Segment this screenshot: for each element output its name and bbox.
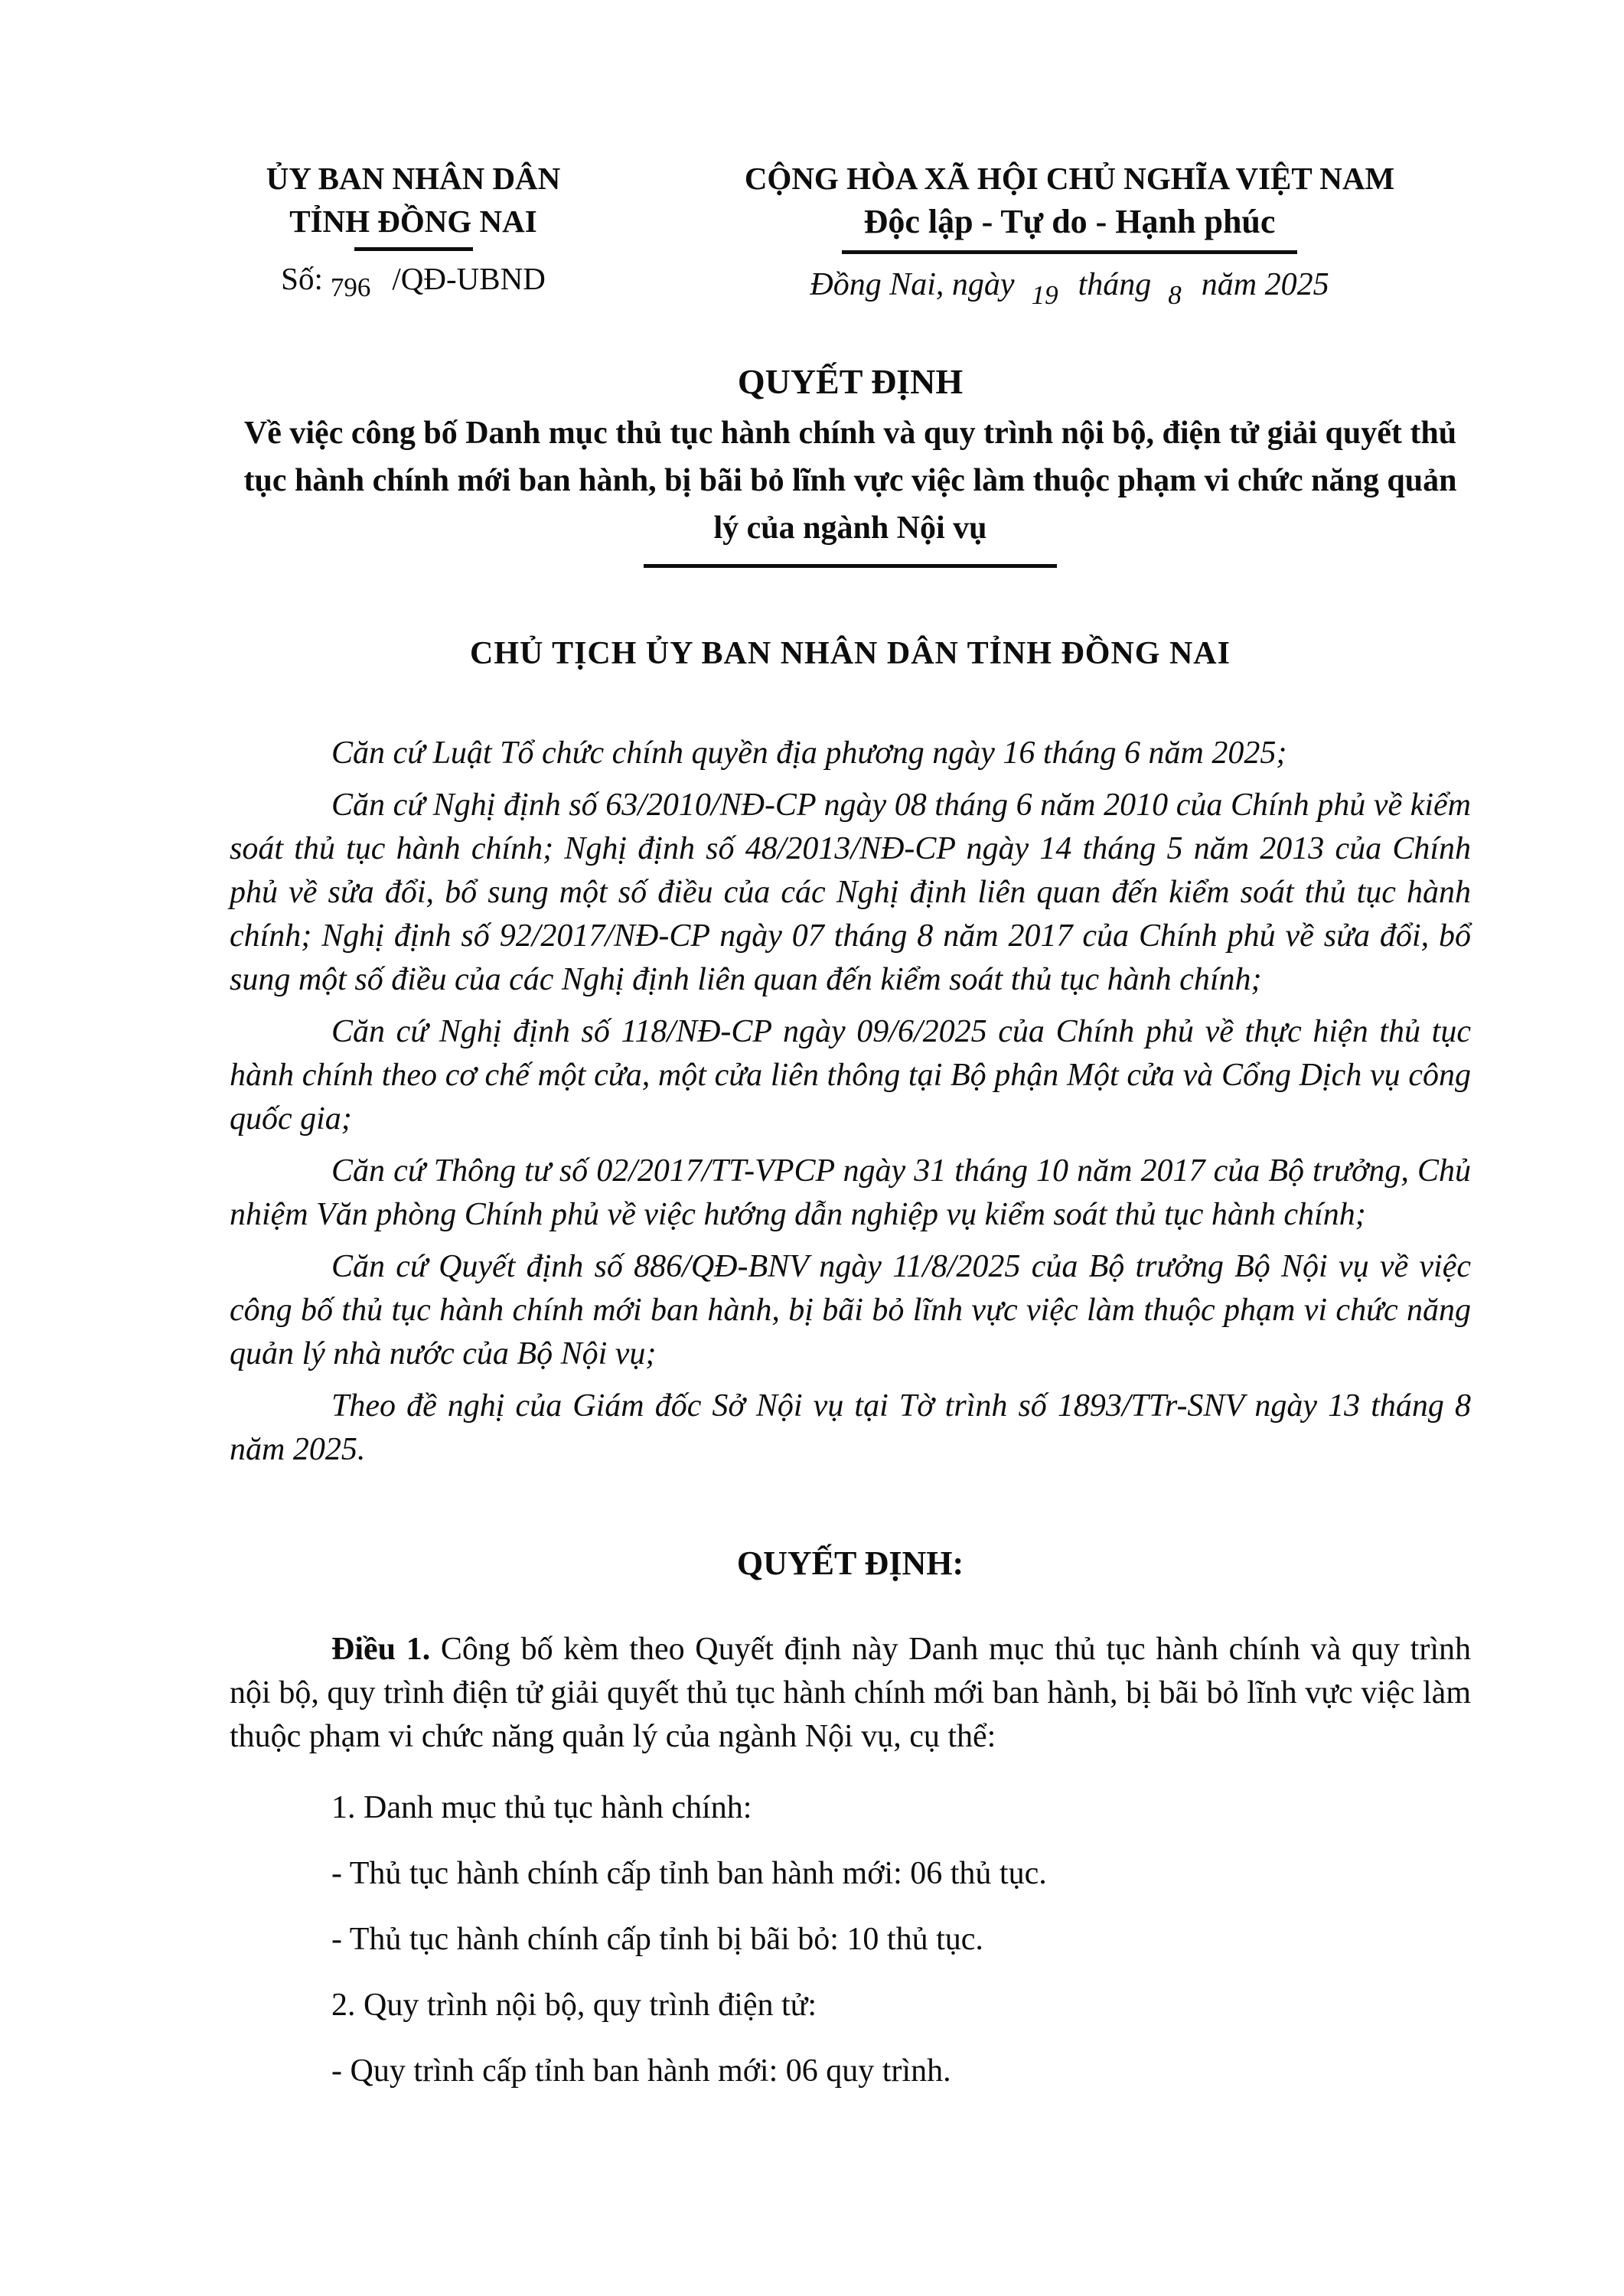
document-number-value: 796 xyxy=(330,272,371,302)
list-item: - Thủ tục hành chính cấp tỉnh ban hành mới: 06 thủ tục. xyxy=(331,1856,1047,1891)
date-year-label: năm 2025 xyxy=(1201,267,1329,302)
document-header xyxy=(230,157,1471,354)
article-1-label: Điều 1. xyxy=(331,1632,431,1667)
national-heading-block xyxy=(658,157,1481,308)
list-item: 1. Danh mục thủ tục hành chính: xyxy=(331,1790,752,1825)
date-month-label: tháng xyxy=(1078,267,1152,302)
article-1-paragraph xyxy=(230,1628,1471,1759)
document-number-suffix: /QĐ-UBND xyxy=(392,261,546,296)
authority-title: CHỦ TỊCH ỦY BAN NHÂN DÂN TỈNH ĐỒNG NAI xyxy=(470,636,1231,671)
document-subtitle: Về việc công bố Danh mục thủ tục hành chính và quy trình nội bộ, điện tử giải quyết thủ tục hành chính mới ban hành, bị bãi bỏ lĩnh vực việc làm thuộc phạm vi chức năng quản lý của ngành Nội vụ xyxy=(243,416,1457,546)
subtitle-underline xyxy=(644,564,1057,568)
recital-paragraph: Theo đề nghị của Giám đốc Sở Nội vụ tại Tờ trình số 1893/TTr-SNV ngày 13 tháng 8 năm 2025. xyxy=(230,1388,1471,1467)
national-motto-line: Độc lập - Tự do - Hạnh phúc xyxy=(863,203,1276,240)
document-title: QUYẾT ĐỊNH xyxy=(737,362,964,401)
recital-paragraph: Căn cứ Nghị định số 118/NĐ-CP ngày 09/6/2025 của Chính phủ về thực hiện thủ tục hành chính theo cơ chế một cửa, một cửa liên thông tại Bộ phận Một cửa và Cổng Dịch vụ công quốc gia; xyxy=(230,1014,1471,1137)
motto-underline xyxy=(842,250,1297,254)
list-item: - Quy trình cấp tỉnh ban hành mới: 06 quy trình. xyxy=(331,2053,951,2089)
recital-paragraph: Căn cứ Quyết định số 886/QĐ-BNV ngày 11/8/2025 của Bộ trưởng Bộ Nội vụ về việc công bố thủ tục hành chính mới ban hành, bị bãi bỏ lĩnh vực việc làm thuộc phạm vi chức năng quản lý nhà nước của Bộ Nội vụ; xyxy=(230,1249,1471,1371)
article-1-list xyxy=(230,1786,1471,2093)
date-day-value: 19 xyxy=(1031,280,1058,310)
issuing-authority-block xyxy=(230,157,597,302)
document-content xyxy=(230,157,1471,2115)
recital-paragraph: Căn cứ Nghị định số 63/2010/NĐ-CP ngày 08 tháng 6 năm 2010 của Chính phủ về kiểm soát thủ tục hành chính; Nghị định số 48/2013/NĐ-CP ngày 14 tháng 5 năm 2013 của Chính phủ về sửa đổi, bổ sung một số điều của các Nghị định liên quan đến kiểm soát thủ tục hành chính; Nghị định số 92/2017/NĐ-CP ngày 07 tháng 8 năm 2017 của Chính phủ về sửa đổi, bổ sung một số điều của các Nghị định liên quan đến kiểm soát thủ tục hành chính; xyxy=(230,788,1471,997)
org-name-line2: TỈNH ĐỒNG NAI xyxy=(289,204,537,239)
org-name-line1: ỦY BAN NHÂN DÂN xyxy=(266,161,561,196)
place-date-prefix: Đồng Nai, ngày xyxy=(810,267,1015,302)
list-item: - Thủ tục hành chính cấp tỉnh bị bãi bỏ: 10 thủ tục. xyxy=(331,1922,983,1957)
list-item: 2. Quy trình nội bộ, quy trình điện tử: xyxy=(331,1988,817,2023)
article-1-text: Công bố kèm theo Quyết định này Danh mục thủ tục hành chính và quy trình nội bộ, quy trình điện tử giải quyết thủ tục hành chính mới ban hành, bị bãi bỏ lĩnh vực việc làm thuộc phạm vi chức năng quản lý của ngành Nội vụ, cụ thể: xyxy=(230,1632,1472,1754)
document-number-line xyxy=(230,257,597,302)
date-month-value: 8 xyxy=(1168,280,1182,310)
national-title-line: CỘNG HÒA XÃ HỘI CHỦ NGHĨA VIỆT NAM xyxy=(744,161,1395,196)
document-number-label: Số: xyxy=(281,261,323,296)
org-name-underline xyxy=(354,247,473,251)
operative-heading: QUYẾT ĐỊNH: xyxy=(736,1544,964,1582)
recitals-section xyxy=(230,732,1471,1472)
recital-paragraph: Căn cứ Luật Tổ chức chính quyền địa phương ngày 16 tháng 6 năm 2025; xyxy=(331,735,1287,771)
place-date-line xyxy=(658,263,1481,308)
recital-paragraph: Căn cứ Thông tư số 02/2017/TT-VPCP ngày 31 tháng 10 năm 2017 của Bộ trưởng, Chủ nhiệm Văn phòng Chính phủ về việc hướng dẫn nghiệp vụ kiểm soát thủ tục hành chính; xyxy=(230,1153,1471,1232)
